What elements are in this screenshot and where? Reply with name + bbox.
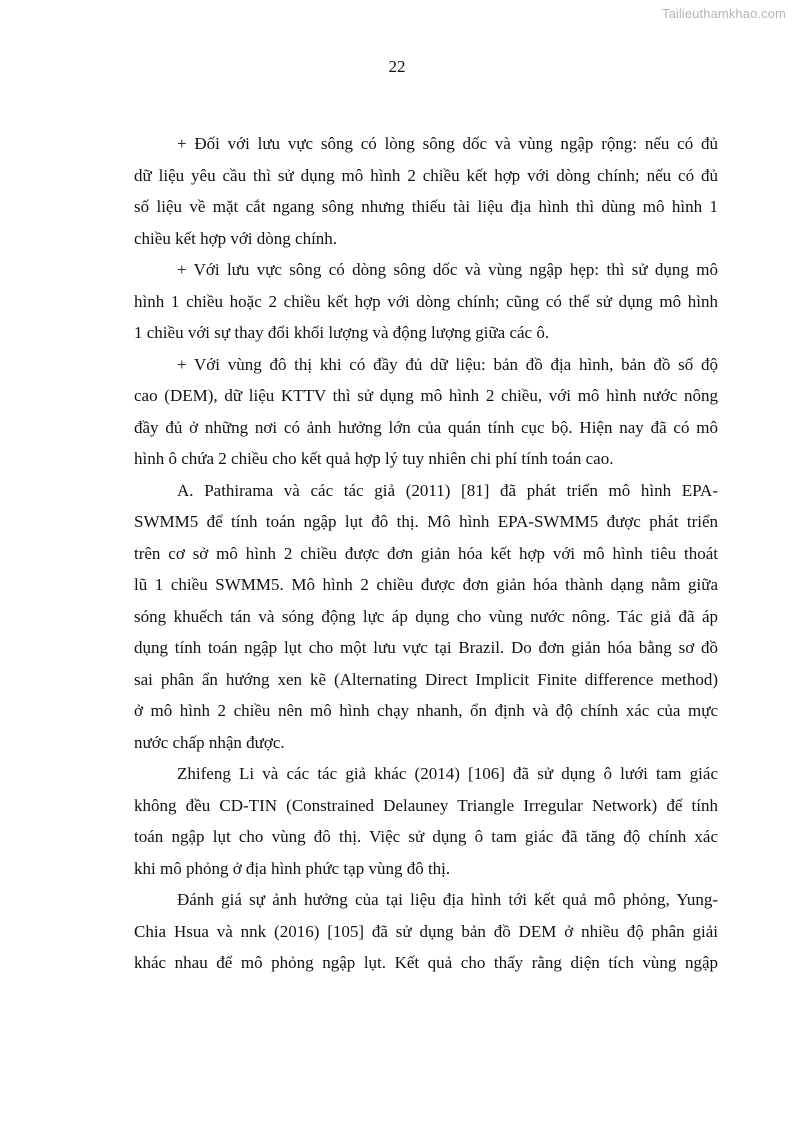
text-line: + Đối với lưu vực sông có lòng sông dốc và vùng ngập rộng: nếu có đủ <box>177 134 718 153</box>
watermark: Tailieuthamkhao.com <box>661 6 786 21</box>
text-line: khi mô phỏng ở địa hình phức tạp vùng đô thị. <box>134 858 451 878</box>
page-number: 22 <box>388 57 406 76</box>
text-line: chiều kết hợp với dòng chính. <box>134 228 338 248</box>
text-line: Zhifeng Li và các tác giả khác (2014) [106] đã sử dụng ô lưới tam giác <box>177 764 718 783</box>
body-text <box>134 128 718 979</box>
text-line: hình ô chứa 2 chiều cho kết quả hợp lý tuy nhiên chi phí tính toán cao. <box>134 449 614 468</box>
text-line: A. Pathirama và các tác giả (2011) [81] đã phát triển mô hình EPA- <box>177 480 718 500</box>
paragraph-1 <box>134 128 718 254</box>
text-line: lũ 1 chiều SWMM5. Mô hình 2 chiều được đơn giản hóa thành dạng nằm giữa <box>134 575 718 594</box>
text-line: + Với vùng đô thị khi có đầy đủ dữ liệu: bản đồ địa hình, bản đồ số độ <box>177 354 718 374</box>
text-line: toán ngập lụt cho vùng đô thị. Việc sử dụng ô tam giác đã tăng độ chính xác <box>134 827 718 846</box>
text-line: dữ liệu yêu cầu thì sử dụng mô hình 2 chiều kết hợp với dòng chính; nếu có đủ <box>134 165 718 185</box>
paragraph-5 <box>134 758 718 884</box>
paragraph-6 <box>134 884 718 979</box>
text-line: + Với lưu vực sông có dòng sông dốc và vùng ngập hẹp: thì sử dụng mô <box>177 260 718 279</box>
text-line: 1 chiều với sự thay đổi khối lượng và động lượng giữa các ô. <box>134 323 550 342</box>
paragraph-4 <box>134 475 718 759</box>
text-line: đầy đủ ở những nơi có ảnh hưởng lớn của quán tính cục bộ. Hiện nay đã có mô <box>134 417 718 437</box>
text-line: dụng tính toán ngập lụt cho một lưu vực tại Brazil. Do đơn giản hóa bằng sơ đồ <box>134 638 718 657</box>
text-line: Đánh giá sự ảnh hưởng của tại liệu địa hình tới kết quả mô phỏng, Yung- <box>177 890 718 909</box>
paragraph-3 <box>134 349 718 475</box>
text-line: không đều CD-TIN (Constrained Delauney Triangle Irregular Network) để tính <box>134 795 718 815</box>
text-line: sóng khuếch tán và sóng động lực áp dụng cho vùng nước nông. Tác giả đã áp <box>134 606 718 626</box>
text-line: ở mô hình 2 chiều nên mô hình chạy nhanh, ổn định và độ chính xác của mực <box>134 701 718 720</box>
text-line: số liệu về mặt cắt ngang sông nhưng thiếu tài liệu địa hình thì dùng mô hình 1 <box>134 197 718 216</box>
text-line: khác nhau để mô phỏng ngập lụt. Kết quả cho thấy rằng diện tích vùng ngập <box>134 953 718 972</box>
text-line: hình 1 chiều hoặc 2 chiều kết hợp với dòng chính; cũng có thể sử dụng mô hình <box>134 291 718 311</box>
text-line: cao (DEM), dữ liệu KTTV thì sử dụng mô hình 2 chiều, với mô hình nước nông <box>134 386 718 405</box>
text-line: sai phân ẩn hướng xen kẽ (Alternating Direct Implicit Finite difference method) <box>134 669 718 689</box>
text-line: trên cơ sở mô hình 2 chiều được đơn giản hóa kết hợp với mô hình tiêu thoát <box>134 543 718 563</box>
text-line: nước chấp nhận được. <box>134 732 285 752</box>
paragraph-2 <box>134 254 718 349</box>
text-line: Chia Hsua và nnk (2016) [105] đã sử dụng bản đồ DEM ở nhiều độ phân giải <box>134 921 718 941</box>
text-line: SWMM5 để tính toán ngập lụt đô thị. Mô hình EPA-SWMM5 được phát triển <box>134 512 718 531</box>
